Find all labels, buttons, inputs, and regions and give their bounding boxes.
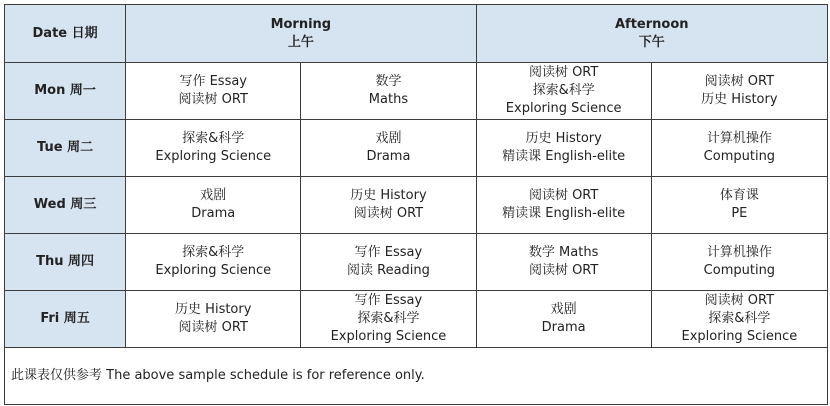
class-cell: [476, 291, 651, 348]
day-row: [5, 234, 828, 291]
class-name: 写作 Essay: [354, 245, 423, 260]
class-name: 历史 History: [175, 302, 252, 317]
class-name: 阅读树 ORT: [353, 206, 424, 221]
class-name: 探索&科学: [532, 83, 595, 98]
class-name: 计算机操作: [706, 245, 772, 260]
class-name: 阅读树 ORT: [528, 188, 599, 203]
class-name: 戏剧: [375, 131, 402, 146]
note-row: [5, 348, 828, 405]
class-cell: [651, 177, 827, 234]
class-name: 戏剧: [550, 302, 577, 317]
day-label: Mon 周一: [34, 83, 96, 98]
class-name: Computing: [703, 149, 776, 164]
schedule-table: [4, 4, 828, 405]
day-label-cell: [5, 177, 126, 234]
class-cell: [301, 234, 476, 291]
class-name: 数学 Maths: [528, 245, 599, 260]
class-name: Maths: [368, 92, 409, 107]
class-name: 阅读树 ORT: [704, 74, 775, 89]
class-name: 探索&科学: [182, 245, 245, 260]
date-header-label: Date 日期: [32, 25, 98, 41]
day-label: Thu 周四: [36, 254, 95, 269]
day-row: [5, 120, 828, 177]
class-name: Exploring Science: [681, 329, 798, 344]
date-header: [5, 5, 126, 63]
class-name: 历史 History: [350, 188, 427, 203]
class-cell: [651, 120, 827, 177]
class-cell: [651, 63, 827, 120]
header-row: [5, 5, 828, 63]
class-name: Exploring Science: [155, 149, 272, 164]
day-label: Wed 周三: [33, 197, 97, 212]
class-name: 精读课 English-elite: [502, 206, 626, 221]
class-cell: [126, 291, 301, 348]
class-cell: [126, 234, 301, 291]
class-cell: [126, 177, 301, 234]
class-name: 探索&科学: [357, 311, 420, 326]
afternoon-header-zh: 下午: [638, 34, 665, 50]
class-name: 戏剧: [200, 188, 227, 203]
class-name: Exploring Science: [505, 101, 622, 116]
class-cell: [476, 120, 651, 177]
class-cell: [126, 63, 301, 120]
class-name: 阅读树 ORT: [704, 293, 775, 308]
class-cell: [301, 291, 476, 348]
class-name: 体育课: [719, 188, 759, 203]
class-cell: [651, 291, 827, 348]
class-name: 探索&科学: [182, 131, 245, 146]
class-cell: [301, 177, 476, 234]
class-name: 阅读树 ORT: [178, 320, 248, 335]
day-row: [5, 177, 828, 234]
class-name: 精读课 English-elite: [502, 149, 626, 164]
day-label-cell: [5, 63, 126, 120]
class-cell: [301, 120, 476, 177]
day-label-cell: [5, 120, 126, 177]
class-name: 阅读树 ORT: [178, 92, 248, 107]
schedule-note: 此课表仅供参考 The above sample schedule is for reference only.: [5, 348, 828, 405]
day-label-cell: [5, 291, 126, 348]
class-cell: [476, 63, 651, 120]
class-cell: [126, 120, 301, 177]
day-label: Fri 周五: [40, 311, 90, 326]
class-name: PE: [731, 206, 748, 221]
day-row: [5, 291, 828, 348]
schedule-table-container: [4, 4, 828, 404]
class-cell: [301, 63, 476, 120]
class-name: 写作 Essay: [179, 74, 248, 89]
class-name: 阅读树 ORT: [528, 65, 599, 80]
class-name: Computing: [703, 263, 776, 278]
class-cell: [476, 234, 651, 291]
class-cell: [651, 234, 827, 291]
afternoon-header: [476, 5, 827, 63]
day-row: [5, 63, 828, 120]
class-name: 历史 History: [701, 92, 778, 107]
class-name: 阅读树 ORT: [528, 263, 599, 278]
class-name: Drama: [191, 206, 236, 221]
day-label: Tue 周二: [37, 140, 94, 155]
class-name: Drama: [366, 149, 411, 164]
class-name: Exploring Science: [330, 329, 447, 344]
morning-header-zh: 上午: [287, 34, 314, 50]
class-name: 阅读 Reading: [346, 263, 430, 278]
class-name: Exploring Science: [155, 263, 272, 278]
class-name: 探索&科学: [708, 311, 771, 326]
class-name: 计算机操作: [706, 131, 772, 146]
class-cell: [476, 177, 651, 234]
morning-header-en: Morning: [270, 16, 332, 32]
class-name: 数学: [375, 74, 402, 89]
morning-header: [126, 5, 476, 63]
class-name: Drama: [541, 320, 586, 335]
afternoon-header-en: Afternoon: [615, 16, 689, 32]
class-name: 写作 Essay: [354, 293, 423, 308]
class-name: 历史 History: [525, 131, 602, 146]
day-label-cell: [5, 234, 126, 291]
